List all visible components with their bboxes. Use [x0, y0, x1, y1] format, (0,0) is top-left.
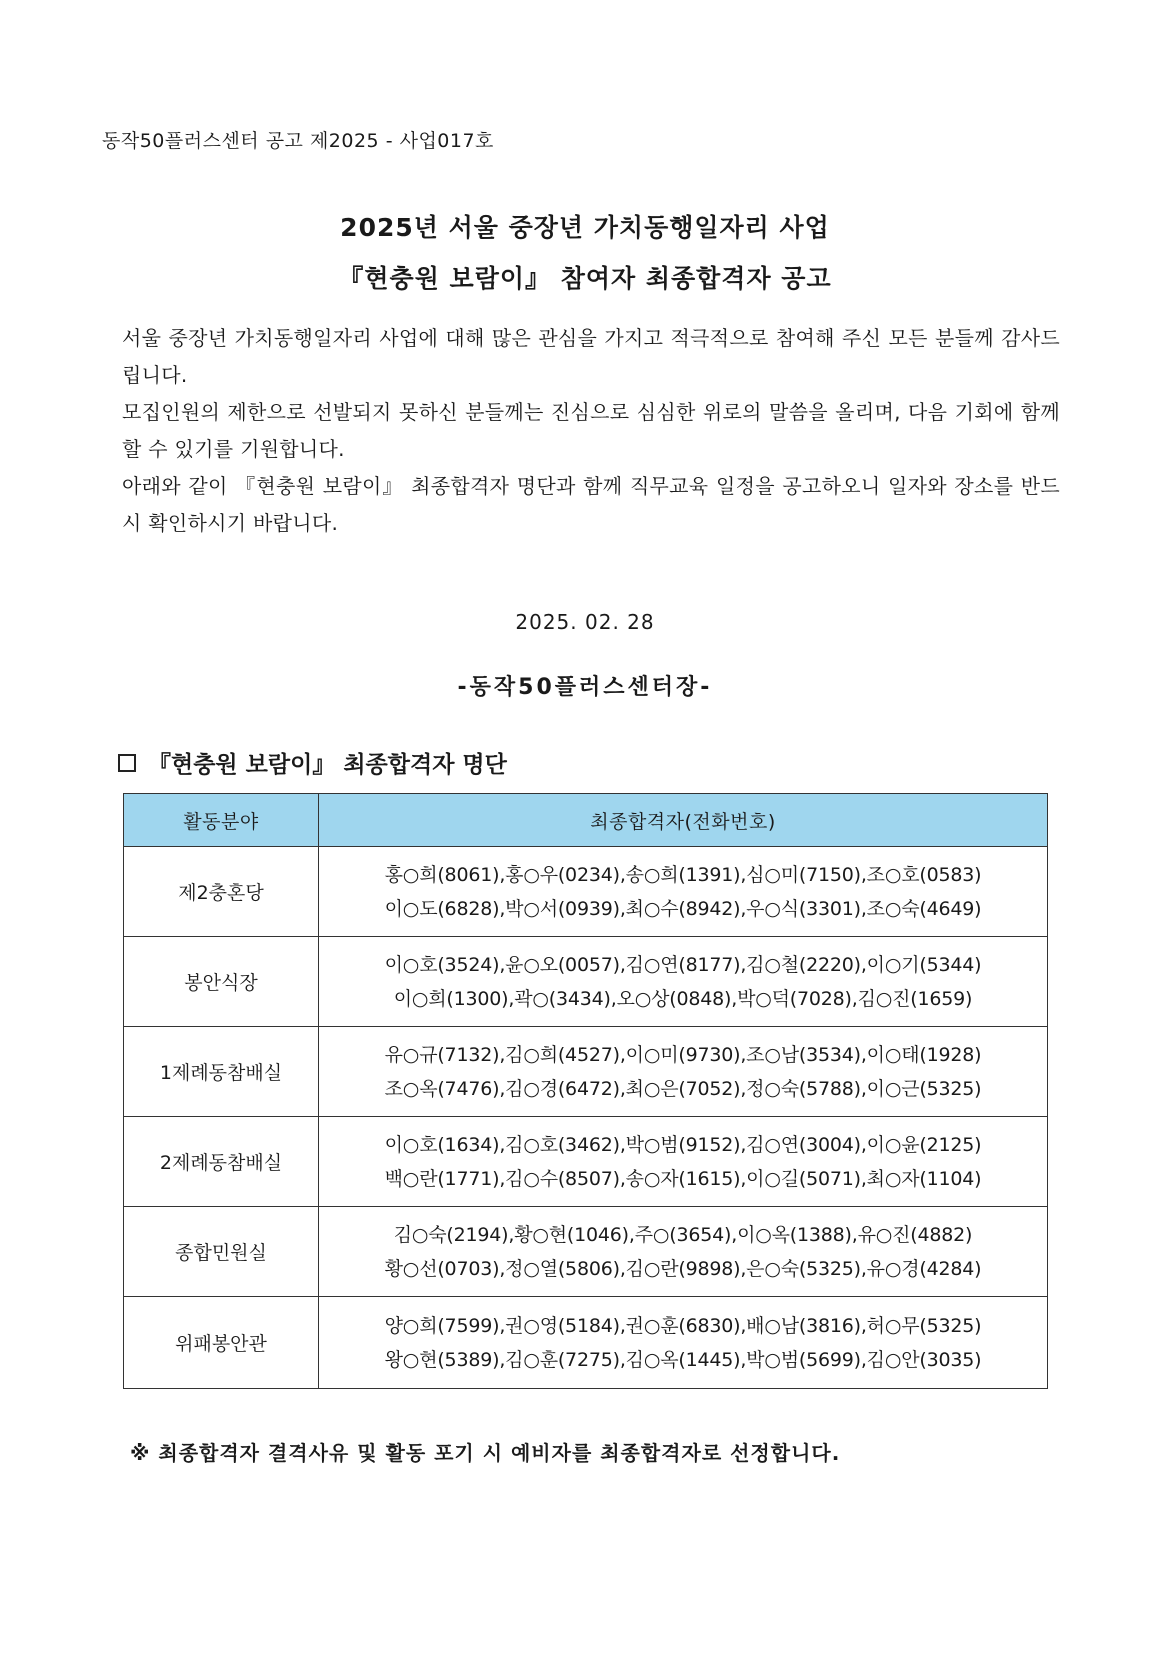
table-row: [124, 847, 1048, 937]
row-field: 제2충혼당: [124, 847, 319, 937]
names-line: 홍○희(8061),홍○우(0234),송○희(1391),심○미(7150),조○호(0583): [384, 863, 982, 886]
row-field: 위패봉안관: [124, 1297, 319, 1389]
document-title-line1: 2025년 서울 중장년 가치동행일자리 사업: [340, 213, 830, 242]
names-line: 황○선(0703),정○열(5806),김○란(9898),은○숙(5325),유○경(4284): [384, 1257, 982, 1280]
names-line: 이○도(6828),박○서(0939),최○수(8942),우○식(3301),조○숙(4649): [384, 897, 982, 920]
table-row: [124, 1117, 1048, 1207]
names-line: 양○희(7599),권○영(5184),권○훈(6830),배○남(3816),허○무(5325): [384, 1314, 982, 1337]
names-line: 백○란(1771),김○수(8507),송○자(1615),이○길(5071),최○자(1104): [384, 1167, 982, 1190]
names-line: 왕○현(5389),김○훈(7275),김○옥(1445),박○범(5699),김○안(3035): [384, 1348, 982, 1371]
section-title: [118, 746, 507, 779]
names-line: 김○숙(2194),황○현(1046),주○(3654),이○옥(1388),유○진(4882): [393, 1223, 973, 1246]
names-line: 유○규(7132),김○희(4527),이○미(9730),조○남(3534),이○태(1928): [384, 1043, 982, 1066]
row-names: [319, 1027, 1048, 1117]
intro-paragraph-2: [122, 394, 1060, 468]
paragraph-text: 서울 중장년 가치동행일자리 사업에 대해 많은 관심을 가지고 적극적으로 참여해 주신 모든 분들께 감사드립니다.: [122, 326, 1060, 387]
table-row: [124, 1027, 1048, 1117]
row-field: 봉안식장: [124, 937, 319, 1027]
notice-number: 동작50플러스센터 공고 제2025 - 사업017호: [102, 130, 494, 152]
names-line: 이○호(1634),김○호(3462),박○범(9152),김○연(3004),이○윤(2125): [384, 1133, 982, 1156]
row-field: 종합민원실: [124, 1207, 319, 1297]
header-field: 활동분야: [124, 794, 319, 847]
names-line: 이○희(1300),곽○(3434),오○상(0848),박○덕(7028),김○진(1659): [393, 987, 973, 1010]
header-names: 최종합격자(전화번호): [319, 794, 1048, 847]
signer: -동작50플러스센터장-: [457, 675, 713, 700]
row-names: [319, 847, 1048, 937]
roster-table: [123, 793, 1048, 1389]
section-title-text: 『현충원 보람이』 최종합격자 명단: [148, 752, 507, 778]
notice-date: 2025. 02. 28: [515, 610, 655, 634]
intro-paragraph-3: [122, 468, 1060, 542]
row-names: [319, 1207, 1048, 1297]
paragraph-text: 아래와 같이 『현충원 보람이』 최종합격자 명단과 함께 직무교육 일정을 공고하오니 일자와 장소를 반드시 확인하시기 바랍니다.: [122, 474, 1060, 535]
paragraph-text: 모집인원의 제한으로 선발되지 못하신 분들께는 진심으로 심심한 위로의 말씀을 올리며, 다음 기회에 함께 할 수 있기를 기원합니다.: [122, 400, 1060, 461]
table-row: [124, 1207, 1048, 1297]
names-line: 이○호(3524),윤○오(0057),김○연(8177),김○철(2220),이○기(5344): [384, 953, 982, 976]
table-row: [124, 1297, 1048, 1389]
row-field: 2제례동참배실: [124, 1117, 319, 1207]
document-title-line2: 『현충원 보람이』 참여자 최종합격자 공고: [338, 264, 832, 293]
intro-paragraph-1: [122, 320, 1060, 394]
checkbox-icon: [118, 754, 136, 772]
table-row: [124, 937, 1048, 1027]
row-names: [319, 937, 1048, 1027]
row-field: 1제례동참배실: [124, 1027, 319, 1117]
table-header-row: [124, 794, 1048, 847]
row-names: [319, 1297, 1048, 1389]
names-line: 조○옥(7476),김○경(6472),최○은(7052),정○숙(5788),이○근(5325): [384, 1077, 982, 1100]
row-names: [319, 1117, 1048, 1207]
footnote: ※ 최종합격자 결격사유 및 활동 포기 시 예비자를 최종합격자로 선정합니다.: [130, 1441, 841, 1465]
